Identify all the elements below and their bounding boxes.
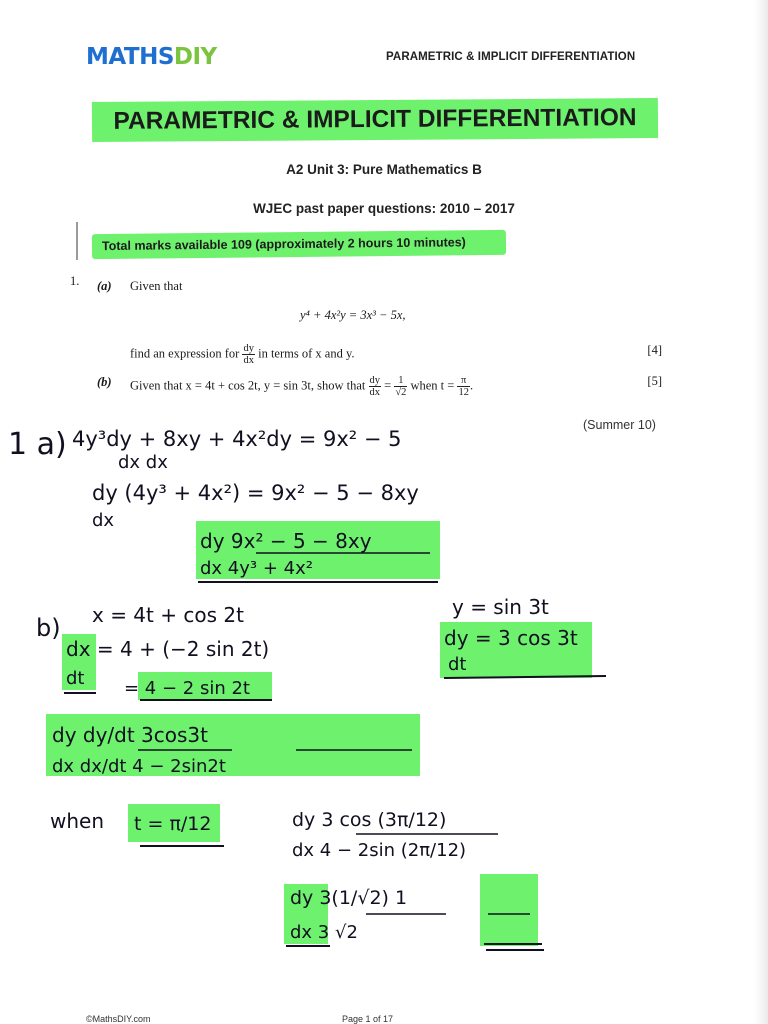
hw-b-final-den: dx 3 √2 [290, 922, 358, 943]
hw-a-line2-den: dx [92, 510, 115, 531]
frac-numerator: dy [369, 375, 380, 386]
page-title: PARAMETRIC & IMPLICIT DIFFERENTIATION [92, 98, 658, 142]
hw-b-dt: dt [66, 668, 85, 689]
hw-a-line2: dy (4y³ + 4x²) = 9x² − 5 − 8xy [92, 481, 419, 505]
logo-text-diy: DIY [173, 44, 217, 70]
exam-info: WJEC past paper questions: 2010 – 2017 [253, 201, 515, 216]
hw-b-dxdt: dx = 4 + (−2 sin 2t) [66, 637, 270, 661]
part-b-question: Given that x = 4t + cos 2t, y = sin 3t, show that $\frac{dy}{dx}$ = $\frac{1}{√2}$ when t = $\frac{\pi}{12}$ . [130, 375, 474, 398]
hw-b-t-value: t = π/12 [134, 813, 212, 835]
footer-copyright: ©MathsDIY.com [86, 1014, 151, 1024]
hw-b-y: y = sin 3t [452, 595, 549, 619]
unit-text: A2 Unit 3: Pure Mathematics B [286, 162, 482, 177]
frac-numerator: π [457, 375, 470, 387]
part-a-given: Given that [130, 279, 183, 293]
hw-b-x: x = 4t + cos 2t [92, 603, 244, 627]
total-marks-banner: Total marks available 109 (approximately 2 hours 10 minutes) [92, 230, 506, 259]
hw-a-line1-den: dx dx [118, 452, 168, 473]
hw-b-dydt-den: dt [448, 654, 467, 675]
part-b-prefix: Given that x = 4t + cos 2t, y = sin 3t, show that [130, 378, 366, 393]
hw-part-a-label: 1 a) [8, 427, 67, 462]
footer-page-number: Page 1 of 17 [342, 1014, 394, 1024]
find-suffix: in terms of x and y. [258, 346, 355, 361]
hw-a-result-num: dy 9x² − 5 − 8xy [200, 529, 372, 553]
frac-denominator: 12 [458, 387, 469, 398]
hw-b-sub-num: dy 3 cos (3π/12) [292, 809, 447, 831]
hw-a-result-den: dx 4y³ + 4x² [200, 558, 313, 579]
find-prefix: find an expression for [130, 346, 240, 361]
hw-b-sub-den: dx 4 − 2sin (2π/12) [292, 840, 467, 861]
question-number: 1. [70, 274, 80, 288]
part-b-label: (b) [97, 375, 112, 389]
frac-denominator: dx [369, 387, 380, 398]
part-b-mid: when t = [410, 378, 455, 393]
hw-b-dxdt-result: = 4 − 2 sin 2t [124, 678, 250, 699]
part-b-marks: [5] [647, 374, 662, 388]
part-a-marks: [4] [647, 343, 662, 357]
hw-b-chain-den: dx dx/dt 4 − 2sin2t [52, 756, 226, 777]
question-source: (Summer 10) [583, 418, 656, 432]
frac-denominator: dx [243, 355, 254, 366]
hw-b-chain-num: dy dy/dt 3cos3t [52, 723, 208, 747]
highlight-final-answer [480, 874, 538, 946]
hw-part-b-label: b) [36, 614, 61, 642]
part-a-label: (a) [97, 279, 112, 293]
frac-denominator: √2 [395, 387, 407, 398]
part-a-equation: y⁴ + 4x²y = 3x³ − 5x, [300, 308, 406, 322]
running-header-title: PARAMETRIC & IMPLICIT DIFFERENTIATION [386, 51, 636, 63]
hw-b-final-num: dy 3(1/√2) 1 [290, 887, 408, 909]
logo-text-maths: MATHS [86, 44, 174, 70]
hw-a-line1: 4y³dy + 8xy + 4x²dy = 9x² − 5 [72, 427, 402, 451]
hw-b-dydt: dy = 3 cos 3t [444, 626, 578, 650]
frac-numerator: dy [243, 343, 254, 354]
hw-b-when: when [50, 809, 105, 833]
frac-numerator: 1 [394, 375, 407, 387]
